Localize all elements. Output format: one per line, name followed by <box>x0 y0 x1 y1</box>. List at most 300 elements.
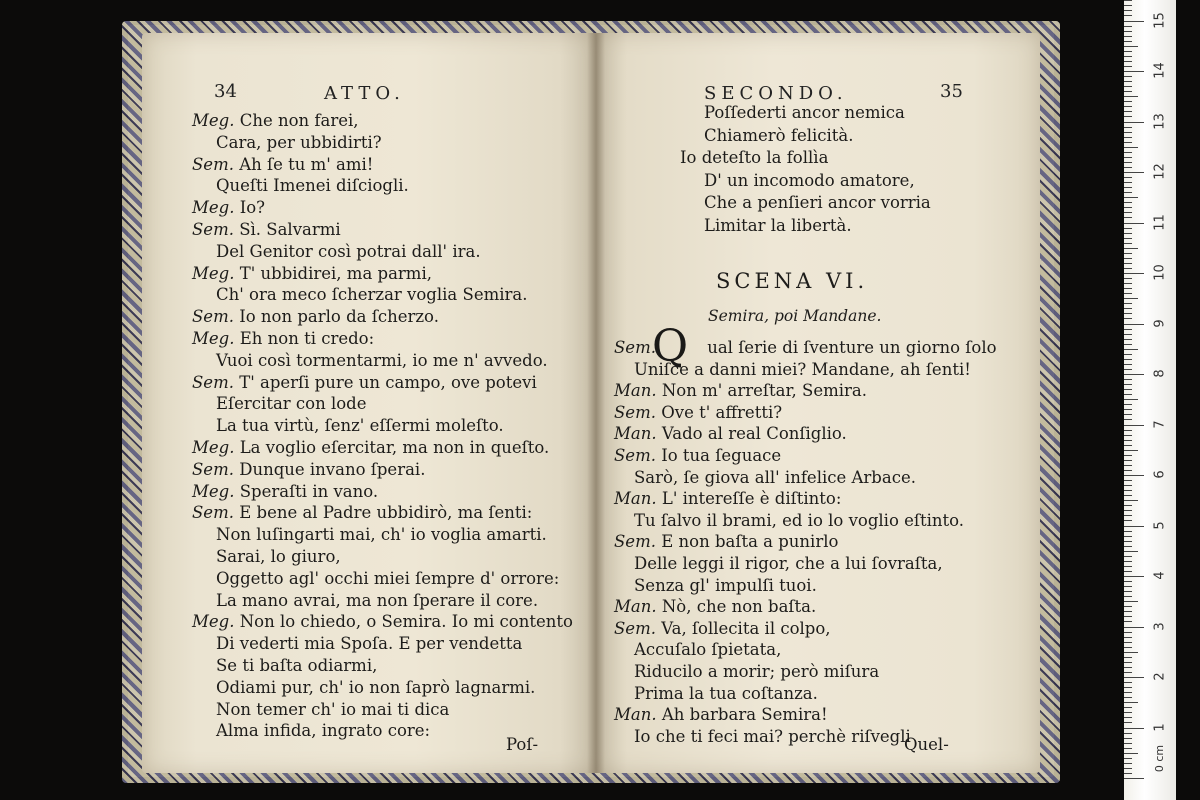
verse-text: Eſercitar con lode <box>216 394 367 414</box>
ruler-tick <box>1124 349 1138 350</box>
verse-text: Uniſce a danni miei? Mandane, ah ſenti! <box>634 359 971 379</box>
ruler-number: 15 <box>1152 11 1168 29</box>
left-page-number: 34 <box>214 81 237 102</box>
ruler-tick <box>1124 86 1132 87</box>
verse-text: Io tua ſeguace <box>661 446 782 465</box>
right-page-line <box>614 619 831 639</box>
ruler-tick <box>1124 571 1132 572</box>
ruler-tick <box>1124 475 1144 476</box>
speaker-label: Sem. <box>614 338 656 357</box>
ruler-tick <box>1124 520 1132 521</box>
left-page-line <box>216 656 377 676</box>
ruler-tick <box>1124 167 1132 168</box>
ruler-tick <box>1124 258 1132 259</box>
left-page-line <box>216 700 449 720</box>
ruler-tick <box>1124 531 1132 532</box>
left-page-line <box>216 547 341 567</box>
ruler-number: 14 <box>1152 62 1168 79</box>
verse-text: Sarò, ſe giova all' infelice Arbace. <box>634 467 916 487</box>
verse-text: La tua virtù, ſenz' eſſermi moleſto. <box>216 416 504 436</box>
verse-text: Io che ti feci mai? perchè riſvegli <box>634 726 911 746</box>
ruler-tick <box>1124 758 1132 759</box>
ruler-tick <box>1124 753 1138 754</box>
measuring-ruler <box>1124 0 1176 800</box>
verse-text: Ah ſe tu m' ami! <box>239 154 374 174</box>
verse-text: T' aperſi pure un campo, ove potevi <box>239 372 537 392</box>
ruler-number: 12 <box>1152 163 1168 180</box>
ruler-tick <box>1124 192 1132 193</box>
verse-text: Riducilo a morir; però miſura <box>634 662 880 681</box>
right-verse-line: Poſſederti ancor nemica <box>704 103 905 122</box>
ruler-number: 5 <box>1152 520 1168 530</box>
right-running-header: SECONDO. <box>704 83 848 104</box>
right-verse-line: D' un incomodo amatore, <box>704 170 915 190</box>
ruler-tick <box>1124 601 1138 602</box>
left-catchword: Poſ- <box>506 735 539 754</box>
verse-text: Queſti Imenei diſciogli. <box>216 176 409 196</box>
right-page-line <box>614 532 838 552</box>
ruler-tick <box>1124 106 1132 107</box>
ruler-tick <box>1124 71 1144 72</box>
ruler-tick <box>1124 359 1132 360</box>
ruler-tick <box>1124 101 1132 102</box>
verse-text: Se ti baſta odiarmi, <box>216 656 378 675</box>
ruler-tick <box>1124 445 1132 446</box>
ruler-tick <box>1124 308 1132 309</box>
ruler-number: 1 <box>1152 722 1168 732</box>
drop-capital: Q <box>652 321 689 372</box>
verse-text: Sì. Salvarmi <box>239 220 341 239</box>
ruler-tick <box>1124 551 1138 552</box>
ruler-tick <box>1124 26 1132 27</box>
ruler-tick <box>1124 495 1132 496</box>
speaker-label: Meg. <box>192 481 235 501</box>
verse-text: La voglio eſercitar, ma non in queſto. <box>239 438 550 457</box>
ruler-tick <box>1124 425 1144 426</box>
ruler-tick <box>1124 485 1132 486</box>
ruler-tick <box>1124 116 1132 117</box>
ruler-tick <box>1124 399 1138 400</box>
ruler-tick <box>1124 31 1132 32</box>
speaker-label: Meg. <box>192 263 235 283</box>
left-page-line <box>216 394 367 414</box>
verse-text: Io non parlo da ſcherzo. <box>239 307 439 327</box>
left-page <box>142 33 596 773</box>
verse-text: L' intereſſe è diſtinto: <box>661 489 842 509</box>
ruler-tick <box>1124 743 1132 744</box>
ruler-tick <box>1124 657 1132 658</box>
ruler-tick <box>1124 480 1132 481</box>
right-page-line <box>634 727 911 747</box>
speaker-label: Meg. <box>192 198 235 218</box>
right-verse-line: Limitar la libertà. <box>704 215 852 235</box>
ruler-tick <box>1124 278 1132 279</box>
ruler-tick <box>1124 470 1132 471</box>
ruler-tick <box>1124 142 1132 143</box>
ruler-tick <box>1124 616 1132 617</box>
verse-text: Ah barbara Semira! <box>661 705 828 725</box>
verse-text: Sarai, lo giuro, <box>216 547 341 566</box>
ruler-tick <box>1124 450 1138 451</box>
right-page-line <box>614 381 867 401</box>
ruler-tick <box>1124 36 1132 37</box>
ruler-tick <box>1124 733 1132 734</box>
ruler-tick <box>1124 394 1132 395</box>
verse-text: Senza gl' impulſi tuoi. <box>634 575 817 595</box>
ruler-number: 9 <box>1152 318 1168 328</box>
ruler-tick <box>1124 369 1132 370</box>
ruler-tick <box>1124 303 1132 304</box>
ruler-tick <box>1124 465 1132 466</box>
left-page-line <box>192 438 549 458</box>
left-page-line <box>192 155 373 175</box>
verse-text: ual ſerie di ſventure un giorno ſolo <box>707 338 997 357</box>
left-page-line <box>216 678 535 698</box>
ruler-tick <box>1124 460 1132 461</box>
verse-text: T' ubbidirei, ma parmi, <box>239 263 432 283</box>
left-page-line <box>192 111 359 131</box>
ruler-tick <box>1124 127 1132 128</box>
left-page-line <box>216 351 548 371</box>
ruler-tick <box>1124 692 1132 693</box>
ruler-tick <box>1124 652 1138 653</box>
speaker-label: Sem. <box>192 459 234 479</box>
verse-text: Vado al real Conſiglio. <box>661 424 847 444</box>
ruler-tick <box>1124 66 1132 67</box>
ruler-tick <box>1124 773 1132 774</box>
verse-text: Ove t' affretti? <box>661 402 783 422</box>
ruler-tick <box>1124 642 1132 643</box>
left-page-line <box>216 721 430 741</box>
ruler-tick <box>1124 379 1132 380</box>
speaker-label: Sem. <box>614 532 656 552</box>
ruler-tick <box>1124 81 1132 82</box>
book-gutter <box>587 33 605 773</box>
right-page-line <box>614 489 841 509</box>
right-page-line <box>614 403 782 423</box>
ruler-tick <box>1124 202 1132 203</box>
ruler-tick <box>1124 197 1138 198</box>
ruler-tick <box>1124 111 1132 112</box>
verse-text: E bene al Padre ubbidirò, ma ſenti: <box>239 503 533 523</box>
ruler-tick <box>1124 238 1132 239</box>
ruler-tick <box>1124 91 1132 92</box>
ruler-tick <box>1124 15 1132 16</box>
right-page-line <box>634 640 781 660</box>
ruler-tick <box>1124 187 1132 188</box>
speaker-label: Man. <box>614 424 657 444</box>
ruler-tick <box>1124 440 1132 441</box>
ruler-tick <box>1124 596 1132 597</box>
right-verse-line: Chiamerò felicità. <box>704 125 854 145</box>
ruler-tick <box>1124 263 1132 264</box>
ruler-tick <box>1124 455 1132 456</box>
ruler-tick <box>1124 253 1132 254</box>
right-page-line <box>634 576 817 596</box>
ruler-tick <box>1124 717 1132 718</box>
ruler-tick <box>1124 763 1132 764</box>
ruler-tick <box>1124 339 1132 340</box>
ruler-tick <box>1124 21 1144 22</box>
ruler-unit-label: 0 cm <box>1153 744 1167 773</box>
left-page-line <box>216 525 547 545</box>
ruler-tick <box>1124 581 1132 582</box>
ruler-tick <box>1124 682 1132 683</box>
verse-text: Non lo chiedo, o Semira. Io mi contento <box>239 612 573 632</box>
verse-text: La mano avrai, ma non ſperare il core. <box>216 590 539 610</box>
ruler-tick <box>1124 435 1132 436</box>
ruler-tick <box>1124 268 1132 269</box>
verse-text: Vuoi così tormentarmi, io me n' avvedo. <box>216 350 548 370</box>
ruler-tick <box>1124 722 1132 723</box>
speaker-label: Sem. <box>192 154 234 174</box>
ruler-tick <box>1124 526 1144 527</box>
speaker-label: Sem. <box>192 372 234 392</box>
ruler-tick <box>1124 41 1132 42</box>
left-page-line <box>192 373 537 393</box>
ruler-tick <box>1124 409 1132 410</box>
left-page-line <box>216 242 481 262</box>
left-page-line <box>216 133 382 153</box>
right-verse-line: Che a penſieri ancor vorria <box>704 193 931 212</box>
ruler-tick <box>1124 243 1132 244</box>
ruler-tick <box>1124 96 1138 97</box>
ruler-tick <box>1124 228 1132 229</box>
right-page-line <box>634 360 971 380</box>
right-page-line <box>614 597 816 617</box>
left-page-line <box>216 591 538 611</box>
ruler-tick <box>1124 611 1132 612</box>
ruler-tick <box>1124 738 1132 739</box>
ruler-tick <box>1124 147 1138 148</box>
verse-text: Che non farei, <box>239 111 359 130</box>
right-page-line <box>634 468 916 488</box>
verse-text: Di vederti mia Spoſa. E per vendetta <box>216 634 523 654</box>
ruler-number: 8 <box>1152 369 1168 378</box>
ruler-tick <box>1124 46 1138 47</box>
ruler-tick <box>1124 515 1132 516</box>
ruler-tick <box>1124 672 1132 673</box>
right-verse-line: Io deteſto la follìa <box>680 148 829 167</box>
ruler-tick <box>1124 566 1132 567</box>
ruler-tick <box>1124 748 1132 749</box>
ruler-tick <box>1124 157 1132 158</box>
right-page-line <box>614 705 828 725</box>
verse-text: Accuſalo ſpietata, <box>634 640 782 660</box>
ruler-tick <box>1124 283 1132 284</box>
speaker-label: Sem. <box>614 402 656 422</box>
ruler-tick <box>1124 212 1132 213</box>
verse-text: Speraſti in vano. <box>239 481 379 501</box>
verse-text: Delle leggi il rigor, che a lui ſovraſta, <box>634 554 943 573</box>
verse-text: Va, ſollecita il colpo, <box>661 618 831 638</box>
ruler-tick <box>1124 728 1144 729</box>
verse-text: Non temer ch' io mai ti dica <box>216 699 450 719</box>
ruler-tick <box>1124 122 1144 123</box>
ruler-tick <box>1124 389 1132 390</box>
verse-text: E non baſta a punirlo <box>661 532 839 552</box>
left-page-line <box>216 569 559 589</box>
ruler-number: 3 <box>1152 621 1168 631</box>
ruler-number: 4 <box>1152 571 1168 580</box>
verse-text: Tu ſalvo il brami, ed io lo voglio eſtinto. <box>634 510 965 530</box>
ruler-tick <box>1124 273 1144 274</box>
right-page-line <box>634 662 879 682</box>
ruler-tick <box>1124 384 1132 385</box>
verse-text: Io? <box>239 198 266 218</box>
ruler-tick <box>1124 632 1132 633</box>
verse-text: Oggetto agl' occhi miei ſempre d' orrore: <box>216 568 560 588</box>
ruler-tick <box>1124 172 1144 173</box>
ruler-tick <box>1124 162 1132 163</box>
verse-text: Alma infida, ingrato core: <box>216 721 431 741</box>
ruler-tick <box>1124 541 1132 542</box>
ruler-tick <box>1124 419 1132 420</box>
ruler-number: 6 <box>1152 470 1168 479</box>
ruler-tick <box>1124 329 1132 330</box>
left-page-line <box>192 503 532 523</box>
ruler-tick <box>1124 137 1132 138</box>
ruler-number: 10 <box>1152 264 1168 281</box>
ruler-number: 11 <box>1152 213 1168 231</box>
left-page-line <box>192 307 439 327</box>
ruler-tick <box>1124 288 1132 289</box>
ruler-tick <box>1124 627 1144 628</box>
ruler-tick <box>1124 344 1132 345</box>
ruler-tick <box>1124 223 1144 224</box>
ruler-tick <box>1124 76 1132 77</box>
left-page-line <box>192 460 425 480</box>
ruler-tick <box>1124 233 1132 234</box>
ruler-tick <box>1124 61 1132 62</box>
speaker-label: Sem. <box>192 220 234 239</box>
ruler-tick <box>1124 354 1132 355</box>
ruler-tick <box>1124 324 1144 325</box>
ruler-tick <box>1124 404 1132 405</box>
ruler-tick <box>1124 637 1132 638</box>
ruler-tick <box>1124 576 1144 577</box>
verse-text: Non luſingarti mai, ch' io voglia amarti. <box>216 525 547 545</box>
ruler-tick <box>1124 318 1132 319</box>
ruler-tick <box>1124 182 1132 183</box>
ruler-tick <box>1124 662 1132 663</box>
scene-title: SCENA VI. <box>716 269 869 293</box>
scene-subtitle: Semira, poi Mandane. <box>708 307 882 325</box>
ruler-tick <box>1124 364 1132 365</box>
ruler-tick <box>1124 152 1132 153</box>
ruler-tick <box>1124 0 1132 1</box>
ruler-tick <box>1124 51 1132 52</box>
ruler-tick <box>1124 586 1132 587</box>
ruler-tick <box>1124 702 1138 703</box>
open-book <box>128 25 1054 777</box>
ruler-tick <box>1124 56 1132 57</box>
ruler-tick <box>1124 430 1132 431</box>
left-page-line <box>192 612 573 632</box>
verse-text: Nò, che non baſta. <box>661 597 817 617</box>
speaker-label: Sem. <box>192 307 234 327</box>
ruler-tick <box>1124 414 1132 415</box>
left-page-line <box>216 176 409 196</box>
ruler-tick <box>1124 687 1132 688</box>
ruler-tick <box>1124 591 1132 592</box>
right-page-line <box>634 511 964 531</box>
right-page-line <box>614 446 781 466</box>
left-page-line <box>216 285 527 305</box>
speaker-label: Man. <box>614 489 657 509</box>
ruler-tick <box>1124 778 1144 779</box>
ruler-tick <box>1124 217 1132 218</box>
verse-text: Dunque invano ſperai. <box>239 459 426 479</box>
speaker-label: Meg. <box>192 111 235 130</box>
speaker-label: Meg. <box>192 438 235 457</box>
ruler-tick <box>1124 556 1132 557</box>
ruler-tick <box>1124 132 1132 133</box>
verse-text: Prima la tua coſtanza. <box>634 683 818 703</box>
ruler-number: 7 <box>1152 419 1168 429</box>
left-page-line <box>192 482 378 502</box>
ruler-tick <box>1124 606 1132 607</box>
ruler-tick <box>1124 500 1138 501</box>
ruler-tick <box>1124 621 1132 622</box>
ruler-tick <box>1124 712 1132 713</box>
speaker-label: Man. <box>614 597 657 617</box>
ruler-tick <box>1124 768 1132 769</box>
speaker-label: Sem. <box>614 446 656 465</box>
ruler-tick <box>1124 313 1132 314</box>
left-page-line <box>192 264 432 284</box>
ruler-tick <box>1124 647 1132 648</box>
verse-text: Odiami pur, ch' io non ſaprò lagnarmi. <box>216 677 536 697</box>
verse-text: Non m' arreſtar, Semira. <box>661 381 868 401</box>
left-page-line <box>192 198 265 218</box>
speaker-label: Man. <box>614 705 657 725</box>
ruler-tick <box>1124 5 1132 6</box>
ruler-tick <box>1124 677 1144 678</box>
ruler-tick <box>1124 546 1132 547</box>
speaker-label: Sem. <box>614 618 656 638</box>
ruler-tick <box>1124 505 1132 506</box>
ruler-tick <box>1124 10 1132 11</box>
ruler-tick <box>1124 293 1132 294</box>
right-page-line <box>634 554 943 574</box>
ruler-tick <box>1124 334 1132 335</box>
ruler-tick <box>1124 177 1132 178</box>
right-page <box>596 33 1040 773</box>
ruler-tick <box>1124 697 1132 698</box>
ruler-tick <box>1124 298 1138 299</box>
verse-text: Cara, per ubbidirti? <box>216 132 382 152</box>
ruler-number: 13 <box>1152 112 1168 130</box>
right-catchword: Quel- <box>904 735 949 754</box>
left-page-line <box>192 220 341 240</box>
ruler-tick <box>1124 510 1132 511</box>
right-page-line <box>614 424 847 444</box>
ruler-tick <box>1124 248 1138 249</box>
ruler-number: 2 <box>1152 672 1168 681</box>
left-running-header: ATTO. <box>324 83 405 104</box>
right-page-line <box>634 684 818 704</box>
left-page-line <box>216 634 522 654</box>
speaker-label: Sem. <box>192 503 234 523</box>
speaker-label: Meg. <box>192 612 235 632</box>
left-page-line <box>216 416 504 436</box>
ruler-tick <box>1124 561 1132 562</box>
ruler-tick <box>1124 707 1132 708</box>
ruler-tick <box>1124 536 1132 537</box>
ruler-tick <box>1124 374 1144 375</box>
right-page-line <box>614 338 997 358</box>
